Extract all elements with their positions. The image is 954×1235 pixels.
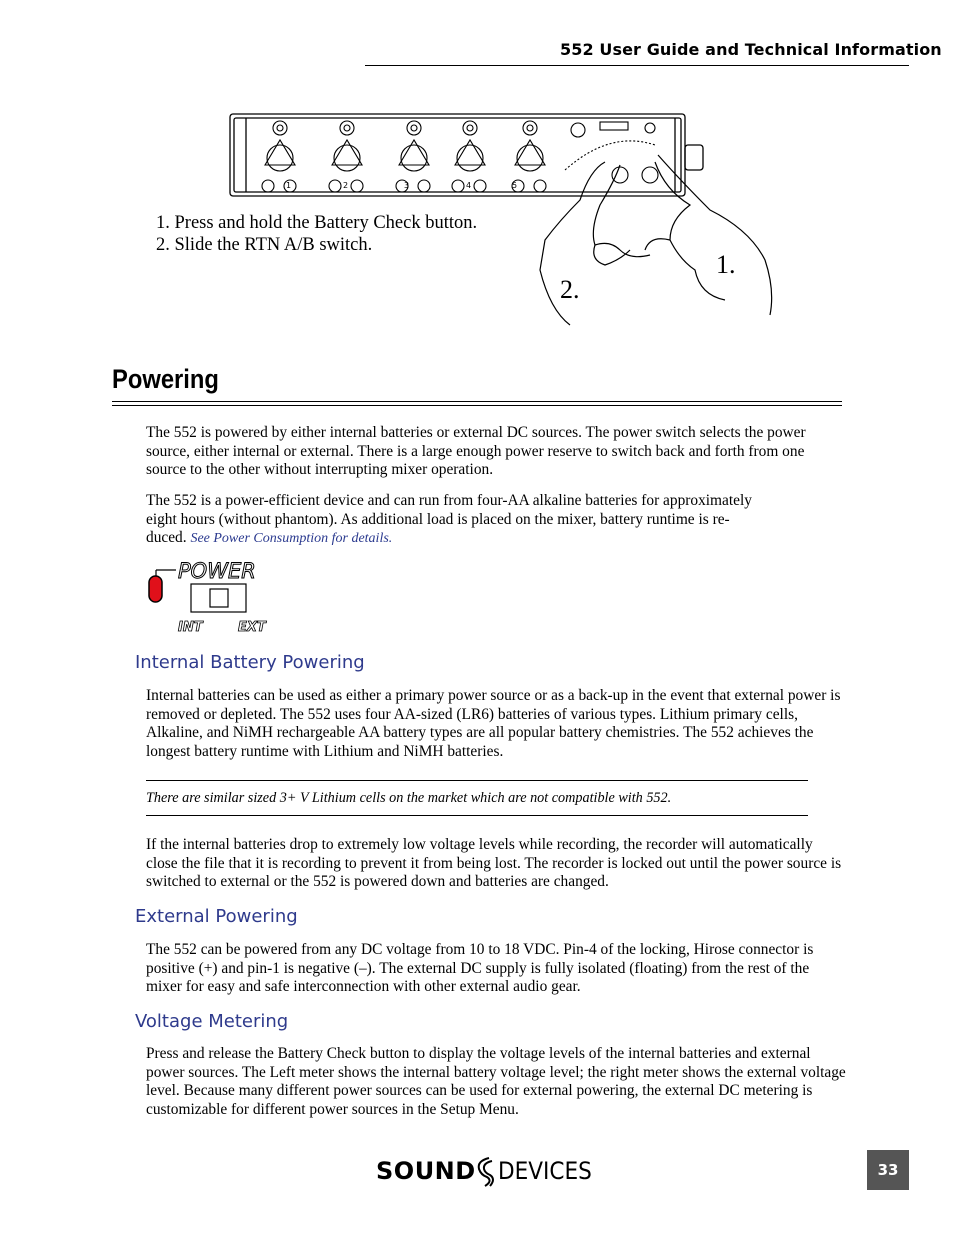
voltage-metering-heading: Voltage Metering — [135, 1011, 289, 1032]
intro-paragraph-1: The 552 is powered by either internal batteries or external DC sources. The power switch selects the power source, either internal or external. There is a large enough power reserve to switch back and forth from one source to the other without interrupting mixer operation. — [146, 424, 806, 479]
intro-p2-line-2: eight hours (without phantom). As additional load is placed on the mixer, battery runtime is re- — [146, 510, 730, 528]
power-switch-body — [191, 584, 246, 612]
intro-paragraph-2 — [146, 492, 846, 549]
power-label: POWER — [178, 559, 256, 583]
svg-text:3: 3 — [404, 181, 410, 190]
note-top-rule — [146, 780, 808, 781]
external-powering-heading: External Powering — [135, 906, 298, 927]
power-switch-graphic — [146, 556, 276, 636]
step2-marker: 2. — [560, 275, 580, 304]
title-rule — [112, 401, 842, 402]
figure-caption — [156, 212, 477, 256]
caption-line-1: 1. Press and hold the Battery Check button. — [156, 213, 478, 233]
running-header: 552 User Guide and Technical Information — [560, 40, 942, 59]
ext-label: EXT — [238, 620, 266, 635]
internal-battery-heading: Internal Battery Powering — [135, 652, 365, 673]
logo-sound-text: SOUND — [376, 1157, 476, 1185]
intro-p2-line-3: duced. — [146, 529, 191, 547]
svg-text:2: 2 — [343, 181, 349, 190]
page-number: 33 — [867, 1150, 909, 1190]
caption-line-2: 2. Slide the RTN A/B switch. — [156, 235, 373, 255]
power-led-icon — [149, 576, 162, 602]
note-text: There are similar sized 3+ V Lithium cells on the market which are not compatible with 552. — [146, 790, 672, 806]
internal-paragraph-2: If the internal batteries drop to extremely low voltage levels while recording, the recorder will automatically close the file that it is recording to prevent it from being lost. The recorder is locked out until the power source is switched to external or the 552 is powered down and batteries are changed. — [146, 836, 842, 891]
logo-wave-icon — [471, 1155, 497, 1189]
power-switch-slider — [210, 589, 228, 607]
metering-paragraph-1: Press and release the Battery Check button to display the voltage levels of the internal batteries and external power sources. The Left meter shows the internal battery voltage level; the right meter shows the external voltage level. Because many different power sources can be used for external powering, the external DC metering is customizable for different power sources in the Setup Menu. — [146, 1045, 846, 1119]
svg-text:1: 1 — [286, 181, 292, 190]
note-bottom-rule — [146, 815, 808, 816]
section-title: Powering — [112, 364, 219, 394]
step1-marker: 1. — [716, 250, 736, 279]
power-consumption-link[interactable]: See Power Consumption for details. — [190, 531, 393, 547]
logo-devices-text: DEVICES — [498, 1157, 592, 1185]
int-label: INT — [178, 620, 203, 635]
internal-paragraph-1: Internal batteries can be used as either a primary power source or as a back-up in the event that external power is removed or depleted. The 552 uses four AA-sized (LR6) batteries of various types. Lithium primary cells, Alkaline, and NiMH rechargeable AA battery types are all popular battery chemistries. The 552 achieves the longest battery runtime with Lithium and NiMH batteries. — [146, 687, 841, 761]
header-rule — [365, 65, 909, 66]
sound-devices-logo — [376, 1155, 596, 1189]
svg-text:4: 4 — [466, 181, 472, 190]
svg-text:5: 5 — [512, 181, 518, 190]
external-paragraph-1: The 552 can be powered from any DC voltage from 10 to 18 VDC. Pin-4 of the locking, Hirose connector is positive (+) and pin-1 is negative (–). The external DC supply is fully isolated (floating) from the rest of the mixer for easy and safe interconnection with other external audio gear. — [146, 941, 814, 996]
intro-p2-line-1: The 552 is a power-efficient device and can run from four-AA alkaline batteries for approximately — [146, 492, 752, 509]
title-rule-double — [112, 405, 842, 406]
